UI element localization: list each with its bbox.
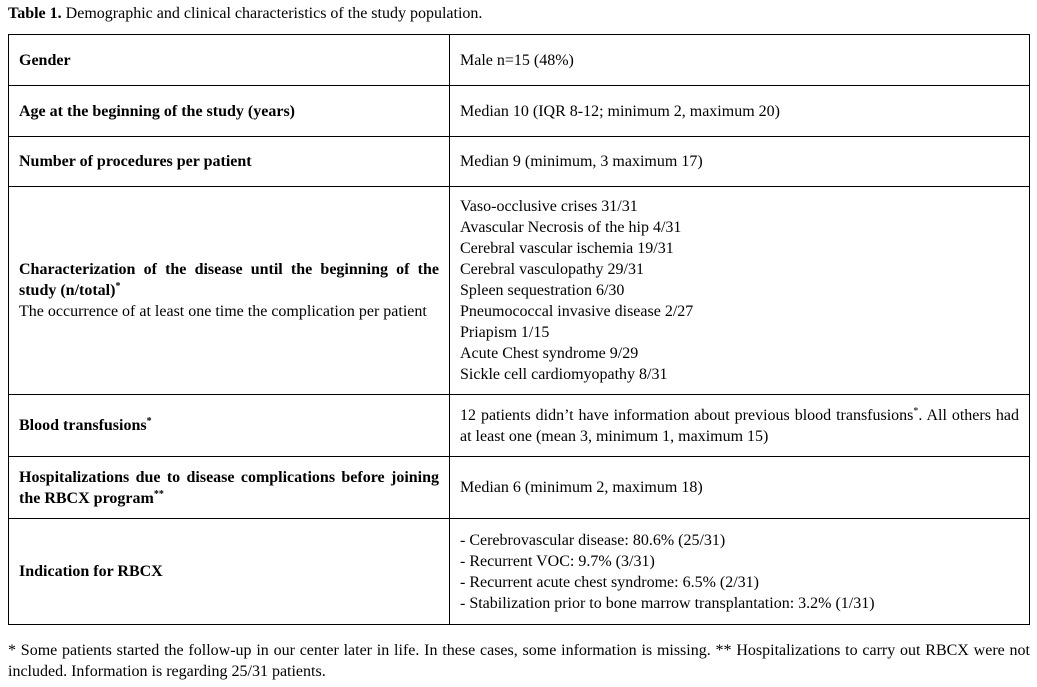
hospitalizations-label-text: Hospitalizations due to disease complications before joining the RBCX program: [19, 468, 439, 507]
table-footnote: * Some patients started the follow-up in our center later in life. In these cases, some information is missing. ** Hospitalizations to carry out RBCX were not included. Information is regarding 25/31 patients.: [8, 642, 1030, 680]
characterization-label-text: Characterization of the disease until the beginning of the study (n/total): [19, 261, 439, 299]
row-value-characterization: [450, 187, 1030, 395]
table-row-gender: [9, 35, 1030, 86]
row-value-gender: Male n=15 (48%): [450, 35, 1030, 86]
list-item: Avascular Necrosis of the hip 4/31: [460, 219, 682, 236]
table-row-transfusions: [9, 395, 1030, 457]
transfusions-value-marker: *: [913, 405, 919, 417]
characterization-sublabel: The occurrence of at least one time the complication per patient: [19, 303, 427, 320]
hospitalizations-label-marker: **: [153, 488, 164, 500]
table-caption-label: Table 1.: [8, 5, 62, 22]
transfusions-value-part2: . All others had at least one (mean 3, minimum 1, maximum 15): [460, 406, 1020, 445]
list-item: - Recurrent VOC: 9.7% (3/31): [460, 552, 655, 570]
row-label-age: Age at the beginning of the study (years): [9, 86, 450, 137]
transfusions-label-text: Blood transfusions: [19, 417, 147, 434]
list-item: Priapism 1/15: [460, 324, 550, 341]
transfusions-label-marker: *: [146, 416, 152, 427]
table-caption: [8, 4, 482, 24]
table-row-indication: [9, 519, 1030, 625]
row-value-hospitalizations: Median 6 (minimum 2, maximum 18): [450, 457, 1030, 519]
list-item: - Stabilization prior to bone marrow transplantation: 3.2% (1/31): [460, 594, 875, 612]
row-label-characterization: [9, 187, 450, 395]
table-row-hospitalizations: [9, 457, 1030, 519]
list-item: Cerebral vasculopathy 29/31: [460, 261, 644, 278]
row-value-age: Median 10 (IQR 8-12; minimum 2, maximum 20): [450, 86, 1030, 137]
row-label-hospitalizations: [9, 457, 450, 519]
list-item: Acute Chest syndrome 9/29: [460, 345, 639, 362]
row-value-indication: [450, 519, 1030, 625]
row-label-gender: Gender: [9, 35, 450, 86]
row-label-indication: Indication for RBCX: [9, 519, 450, 625]
list-item: Pneumococcal invasive disease 2/27: [460, 303, 694, 320]
list-item: Cerebral vascular ischemia 19/31: [460, 240, 674, 257]
list-item: - Recurrent acute chest syndrome: 6.5% (2/31): [460, 573, 760, 591]
row-label-transfusions: [9, 395, 450, 457]
table-row-age: [9, 86, 1030, 137]
table-row-characterization: [9, 187, 1030, 395]
table-caption-text: Demographic and clinical characteristics of the study population.: [61, 5, 483, 22]
list-item: Vaso-occlusive crises 31/31: [460, 198, 638, 215]
list-item: Spleen sequestration 6/30: [460, 282, 625, 299]
demographics-table: [8, 34, 1030, 625]
row-value-procedures: Median 9 (minimum, 3 maximum 17): [450, 137, 1030, 187]
list-item: - Cerebrovascular disease: 80.6% (25/31): [460, 531, 726, 549]
characterization-label-marker: *: [115, 281, 121, 292]
list-item: Sickle cell cardiomyopathy 8/31: [460, 366, 668, 383]
row-label-procedures: Number of procedures per patient: [9, 137, 450, 187]
table-row-procedures: [9, 137, 1030, 187]
transfusions-value-part1: 12 patients didn’t have information about previous blood transfusions: [460, 406, 914, 424]
row-value-transfusions: [450, 395, 1030, 457]
